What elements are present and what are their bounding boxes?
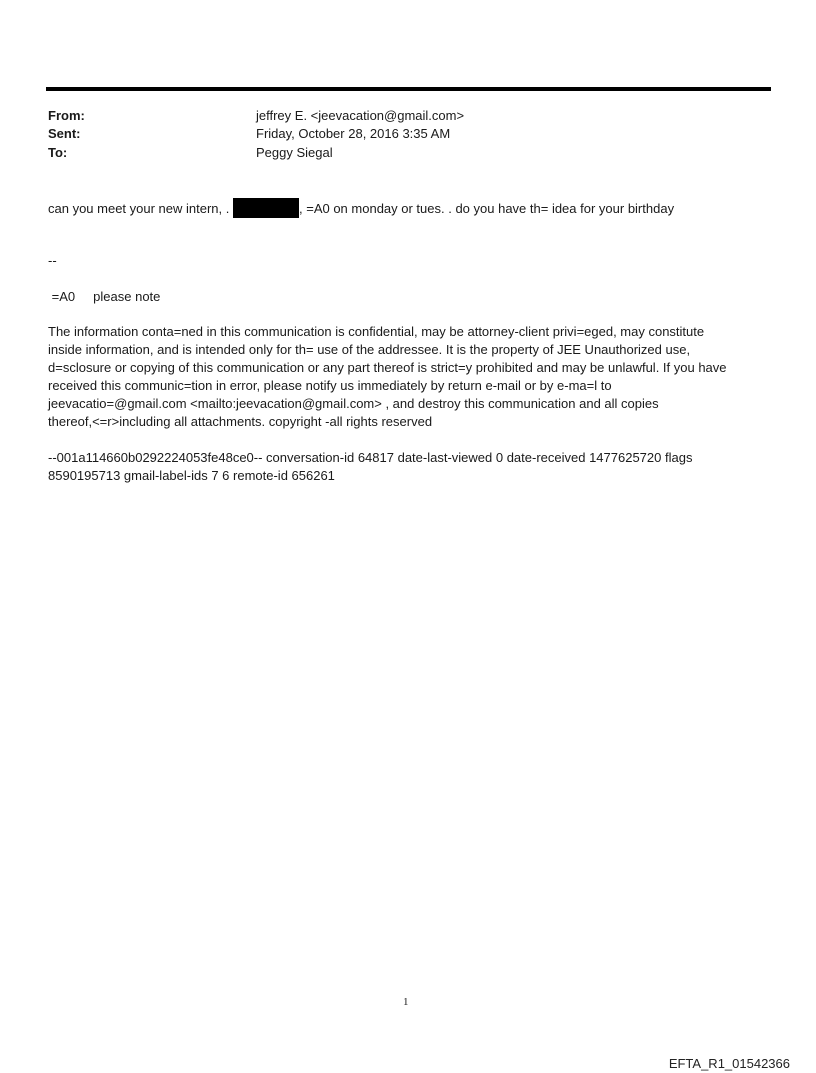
message-text-after: , =A0 on monday or tues. . do you have th= idea for your birthday	[299, 201, 675, 216]
from-label: From:	[48, 108, 85, 123]
disclaimer-line: The information conta=ned in this communication is confidential, may be attorney-client privi=eged, may constitute	[48, 324, 705, 339]
metadata-block	[48, 449, 768, 485]
metadata-line: --001a114660b0292224053fe48ce0-- conversation-id 64817 date-last-viewed 0 date-received 1477625720 flags	[48, 450, 693, 465]
sent-label: Sent:	[48, 126, 81, 141]
signature-separator: --	[48, 253, 57, 268]
please-note-line: =A0 please note	[48, 289, 161, 304]
to-label: To:	[48, 145, 68, 160]
to-value: Peggy Siegal	[256, 145, 333, 160]
disclaimer-line: jeevacatio=@gmail.com <mailto:jeevacation@gmail.com> , and destroy this communication and all copies	[48, 396, 659, 411]
disclaimer-line: thereof,<=r>including all attachments. copyright -all rights reserved	[48, 414, 433, 429]
message-line	[48, 198, 768, 218]
metadata-line: 8590195713 gmail-label-ids 7 6 remote-id 656261	[48, 468, 335, 483]
redaction-box	[233, 198, 299, 218]
disclaimer-line: inside information, and is intended only for th= use of the addressee. It is the property of JEE Unauthorized use,	[48, 342, 691, 357]
disclaimer-line: received this communic=tion in error, please notify us immediately by return e-mail or by e-ma=l to	[48, 378, 612, 393]
disclaimer-block	[48, 323, 768, 431]
page-number: 1	[403, 996, 409, 1008]
sent-value: Friday, October 28, 2016 3:35 AM	[256, 126, 451, 141]
header-rule	[46, 87, 771, 91]
message-text-before: can you meet your new intern, .	[48, 201, 230, 216]
from-value: jeffrey E. <jeevacation@gmail.com>	[256, 108, 465, 123]
bates-number: EFTA_R1_01542366	[668, 1056, 790, 1071]
disclaimer-line: d=sclosure or copying of this communication or any part thereof is strict=y prohibited and may be unlawful. If you have	[48, 360, 727, 375]
